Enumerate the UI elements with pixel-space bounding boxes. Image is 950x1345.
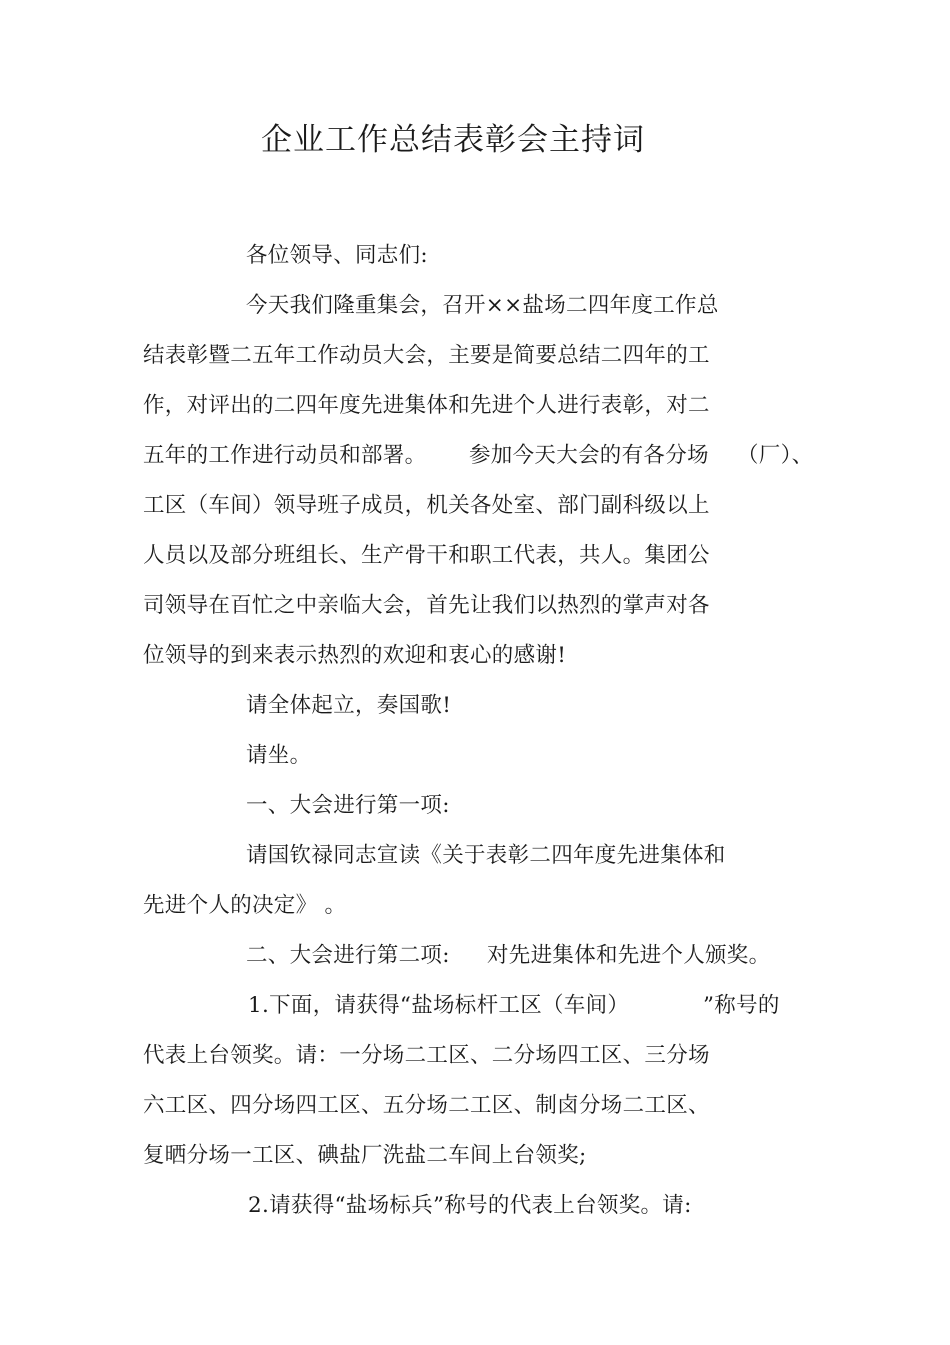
- text-line: （厂）、: [737, 443, 814, 468]
- text-line: ”称号的: [703, 993, 780, 1018]
- text-line: 请国钦禄同志宣读《关于表彰二四年度先进集体和: [246, 843, 726, 868]
- text-line: 对先进集体和先进个人颁奖。: [487, 943, 771, 968]
- text-line: 复晒分场一工区、碘盐厂洗盐二车间上台领奖;: [143, 1143, 587, 1168]
- text-line: 1.下面，请获得“盐场标杆工区（车间）: [248, 993, 630, 1018]
- text-line: 位领导的到来表示热烈的欢迎和衷心的感谢!: [143, 643, 567, 668]
- text-line: 请全体起立，奏国歌!: [246, 693, 452, 718]
- text-line: 五年的工作进行动员和部署。: [143, 443, 427, 468]
- text-line: 各位领导、同志们:: [246, 243, 428, 268]
- text-line: 作，对评出的二四年度先进集体和先进个人进行表彰，对二: [143, 393, 710, 418]
- document-title: 企业工作总结表彰会主持词: [261, 122, 645, 158]
- text-line: 先进个人的决定》 。: [143, 893, 347, 918]
- text-line: 代表上台领奖。请：一分场二工区、二分场四工区、三分场: [143, 1043, 710, 1068]
- text-line: 二、大会进行第二项:: [246, 943, 450, 968]
- text-line: 司领导在百忙之中亲临大会，首先让我们以热烈的掌声对各: [143, 593, 710, 618]
- text-line: 六工区、四分场四工区、五分场二工区、制卤分场二工区、: [143, 1093, 710, 1118]
- text-line: 2.请获得“盐场标兵”称号的代表上台领奖。请:: [248, 1193, 692, 1218]
- text-line: 工区（车间）领导班子成员，机关各处室、部门副科级以上: [143, 493, 710, 518]
- text-line: 请坐。: [246, 743, 312, 768]
- text-line: 人员以及部分班组长、生产骨干和职工代表，共人。集团公: [143, 543, 710, 568]
- text-line: 一、大会进行第一项:: [246, 793, 450, 818]
- text-line: 结表彰暨二五年工作动员大会，主要是简要总结二四年的工: [143, 343, 710, 368]
- text-line: 参加今天大会的有各分场: [469, 443, 709, 468]
- text-line: 今天我们隆重集会，召开××盐场二四年度工作总: [246, 293, 719, 318]
